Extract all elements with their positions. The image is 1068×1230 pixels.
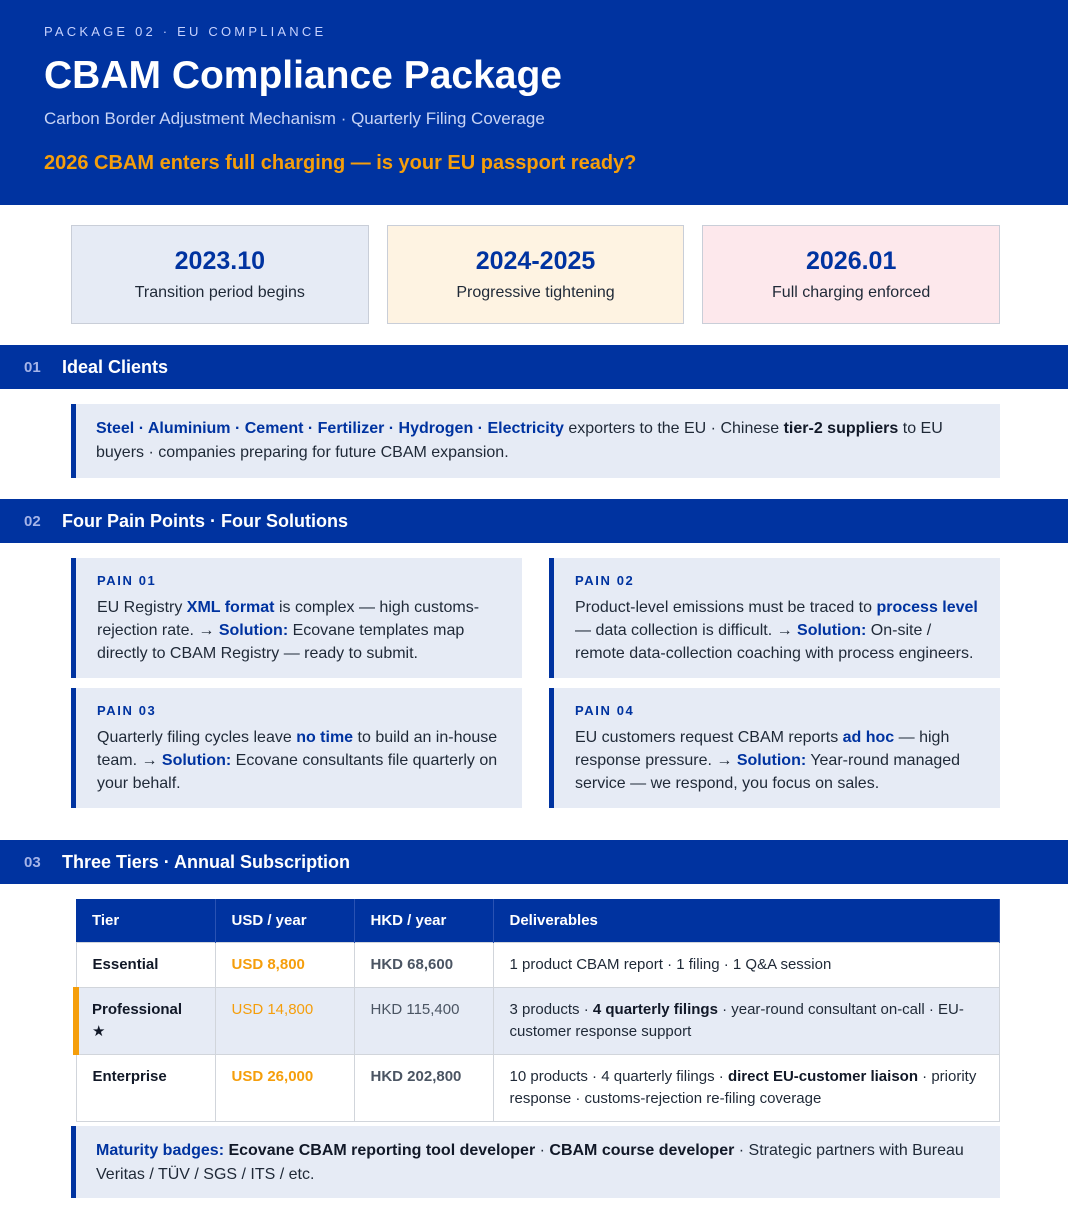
pain-tag: PAIN 03 [97, 703, 157, 718]
badges-label: Maturity badges: [96, 1142, 225, 1159]
section-title: Three Tiers · Annual Subscription [62, 851, 351, 872]
deliverables: 1 product CBAM report · 1 filing · 1 Q&A session [493, 942, 1000, 987]
section-header-tiers [0, 840, 1068, 884]
section-header-ideal-clients [0, 345, 1068, 389]
column-header-deliverables: Deliverables [493, 899, 1000, 942]
column-header-usd: USD / year [215, 899, 354, 942]
timeline-date: 2026.01 [805, 247, 897, 275]
badges-partners: · Strategic partners with Bureau Veritas / TÜV / SGS / ITS / etc. [96, 1142, 964, 1183]
pain-card-02 [549, 558, 1000, 678]
section-title: Ideal Clients [62, 356, 169, 377]
timeline-label: Transition period begins [134, 284, 305, 301]
price-hkd: HKD 202,800 [354, 1054, 493, 1121]
table-row-enterprise [76, 1054, 1000, 1121]
badge-course-developer: CBAM course developer [549, 1142, 735, 1159]
package-eyebrow: PACKAGE 02 · EU COMPLIANCE [44, 24, 327, 39]
section-title: Four Pain Points · Four Solutions [62, 510, 348, 531]
client-text: exporters to the EU · Chinese [563, 420, 784, 437]
tier-name: Enterprise [76, 1054, 215, 1121]
tier-name: Essential [76, 942, 215, 987]
deliverables: 3 products · 4 quarterly filings · year-round consultant on-call · EU-customer response support [493, 987, 1000, 1054]
alert-headline: 2026 CBAM enters full charging — is your EU passport ready? [44, 152, 637, 174]
price-hkd: HKD 115,400 [354, 987, 493, 1054]
column-header-tier: Tier [76, 899, 215, 942]
star-icon: ★ [92, 1022, 106, 1040]
timeline-label: Progressive tightening [456, 284, 615, 301]
price-hkd: HKD 68,600 [354, 942, 493, 987]
pain-tag: PAIN 01 [97, 573, 157, 588]
pricing-table [73, 899, 1000, 1122]
column-header-hkd: HKD / year [354, 899, 493, 942]
timeline-card-transition [71, 225, 369, 324]
timeline-date: 2024-2025 [475, 247, 596, 275]
table-row-professional [76, 987, 1000, 1054]
timeline-card-full-charging [702, 225, 1000, 324]
pain-tag: PAIN 02 [575, 573, 635, 588]
client-tier2: tier-2 suppliers [783, 420, 899, 437]
price-usd: USD 14,800 [215, 987, 354, 1054]
maturity-badges-callout: Maturity badges: Ecovane CBAM reporting tool developer · CBAM course developer · Strategic partners with Bureau Veritas / TÜV / SGS / ITS / etc. [71, 1126, 1000, 1198]
ideal-clients-callout [71, 404, 1000, 478]
section-number: 02 [24, 512, 41, 530]
section-number: 01 [24, 358, 41, 376]
price-usd: USD 8,800 [215, 942, 354, 987]
client-industries: Steel · Aluminium · Cement · Fertilizer · Hydrogen · Electricity [96, 420, 564, 437]
table-header-row [76, 899, 1000, 942]
pain-text: Quarterly filing cycles leave no time to build an in-house team. → Solution: Ecovane consultants file quarterly on your behalf. [97, 729, 498, 792]
page-subtitle: Carbon Border Adjustment Mechanism · Quarterly Filing Coverage [44, 109, 545, 128]
section-number: 03 [24, 853, 41, 871]
section-header-pain-points [0, 499, 1068, 543]
pain-card-01 [71, 558, 522, 678]
timeline-label: Full charging enforced [772, 284, 931, 301]
client-text: to EU buyers · companies preparing for future CBAM expansion. [96, 420, 943, 461]
pain-card-03 [71, 688, 522, 808]
timeline-date: 2023.10 [174, 247, 266, 275]
pain-text: Product-level emissions must be traced to process level — data collection is difficult. → Solution: On-site / remote data-collection coaching with process engineers. [575, 599, 978, 662]
tier-name: Professional ★ [76, 987, 215, 1054]
pain-card-04 [549, 688, 1000, 808]
badge-tool-developer: Ecovane CBAM reporting tool developer [224, 1142, 536, 1159]
pain-tag: PAIN 04 [575, 703, 635, 718]
timeline-card-tightening [387, 225, 685, 324]
deliverables: 10 products · 4 quarterly filings · direct EU-customer liaison · priority response · customs-rejection re-filing coverage [493, 1054, 1000, 1121]
pain-text: EU customers request CBAM reports ad hoc — high response pressure. → Solution: Year-round managed service — we respond, you focus on sales. [575, 729, 961, 792]
hero-banner [0, 0, 1068, 205]
pain-points-grid [71, 558, 1000, 808]
timeline [71, 225, 1000, 324]
price-usd: USD 26,000 [215, 1054, 354, 1121]
pain-text: EU Registry XML format is complex — high customs-rejection rate. → Solution: Ecovane templates map directly to CBAM Registry — ready to submit. [97, 599, 480, 662]
table-row-essential [76, 942, 1000, 987]
page-title: CBAM Compliance Package [44, 54, 562, 97]
